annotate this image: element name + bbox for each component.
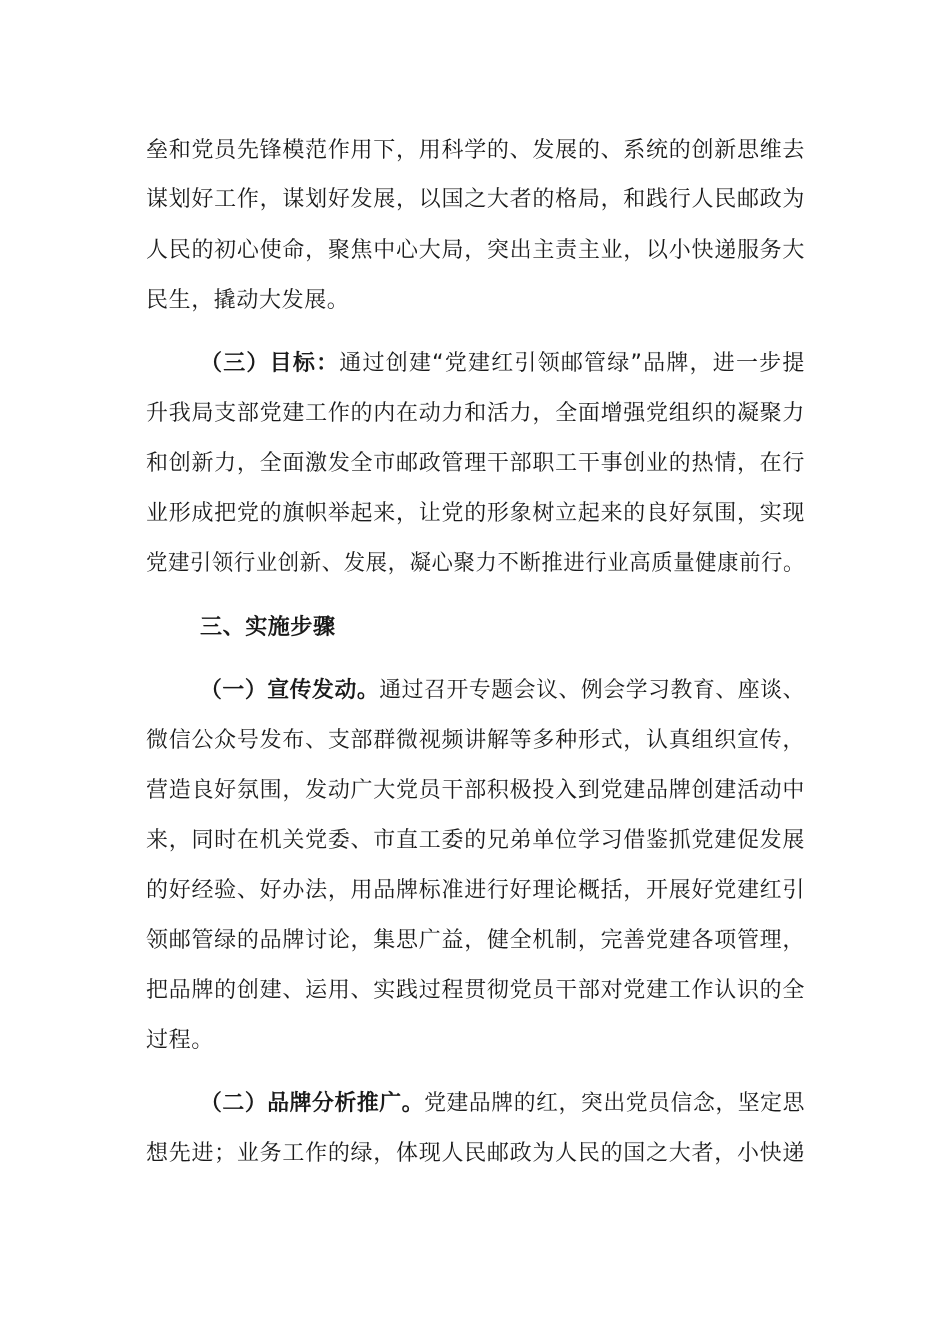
text-line bbox=[146, 826, 805, 856]
bold-lead-text: （三）目标： bbox=[200, 351, 340, 376]
text-line bbox=[146, 976, 805, 1006]
text-line bbox=[146, 399, 805, 429]
text-line bbox=[146, 726, 805, 756]
text-line bbox=[146, 1139, 805, 1169]
body-text: 营造良好氛围，发动广大党员干部积极投入到党建品牌创建活动中 bbox=[146, 778, 806, 803]
text-line bbox=[146, 499, 805, 529]
body-text: 把品牌的创建、运用、实践过程贯彻党员干部对党建工作认识的全 bbox=[146, 978, 806, 1003]
body-text: 来，同时在机关党委、市直工委的兄弟单位学习借鉴抓党建促发展 bbox=[146, 828, 806, 853]
bold-lead-text: （一）宣传发动。 bbox=[200, 678, 380, 703]
text-line bbox=[146, 286, 349, 316]
text-line bbox=[146, 236, 805, 266]
body-text: 民生，撬动大发展。 bbox=[146, 288, 350, 313]
body-text: 通过召开专题会议、例会学习教育、座谈、 bbox=[379, 678, 805, 703]
body-text: 领邮管绿的品牌讨论，集思广益，健全机制，完善党建各项管理， bbox=[146, 928, 806, 953]
text-line bbox=[200, 349, 806, 379]
text-line bbox=[146, 1026, 214, 1056]
body-text: 过程。 bbox=[146, 1028, 214, 1053]
text-line bbox=[146, 876, 805, 906]
body-text: 想先进；业务工作的绿，体现人民邮政为人民的国之大者，小快递 bbox=[146, 1141, 806, 1166]
body-text: 谋划好工作，谋划好发展，以国之大者的格局，和践行人民邮政为 bbox=[146, 187, 806, 212]
bold-lead-text: 三、实施步骤 bbox=[200, 615, 336, 640]
text-line bbox=[200, 613, 336, 643]
body-text: 业形成把党的旗帜举起来，让党的形象树立起来的良好氛围，实现 bbox=[146, 501, 806, 526]
text-line bbox=[146, 136, 805, 166]
text-line bbox=[146, 549, 805, 579]
text-line bbox=[146, 449, 805, 479]
body-text: 党建引领行业创新、发展，凝心聚力不断推进行业高质量健康前行。 bbox=[146, 551, 805, 576]
text-line bbox=[200, 1089, 805, 1119]
body-text: 通过创建“党建红引领邮管绿”品牌，进一步提 bbox=[339, 351, 806, 376]
body-text: 和创新力，全面激发全市邮政管理干部职工干事创业的热情，在行 bbox=[146, 451, 806, 476]
body-text: 的好经验、好办法，用品牌标准进行好理论概括，开展好党建红引 bbox=[146, 878, 806, 903]
body-text: 党建品牌的红，突出党员信念，坚定思 bbox=[424, 1091, 805, 1116]
body-text: 微信公众号发布、支部群微视频讲解等多种形式，认真组织宣传， bbox=[146, 728, 806, 753]
body-text: 升我局支部党建工作的内在动力和活力，全面增强党组织的凝聚力 bbox=[146, 401, 806, 426]
text-line bbox=[146, 926, 805, 956]
body-text: 垒和党员先锋模范作用下，用科学的、发展的、系统的创新思维去 bbox=[146, 138, 806, 163]
text-line bbox=[146, 185, 805, 215]
bold-lead-text: （二）品牌分析推广。 bbox=[200, 1091, 425, 1116]
text-line bbox=[200, 676, 805, 706]
text-line bbox=[146, 776, 805, 806]
body-text: 人民的初心使命，聚焦中心大局，突出主责主业，以小快递服务大 bbox=[146, 238, 806, 263]
